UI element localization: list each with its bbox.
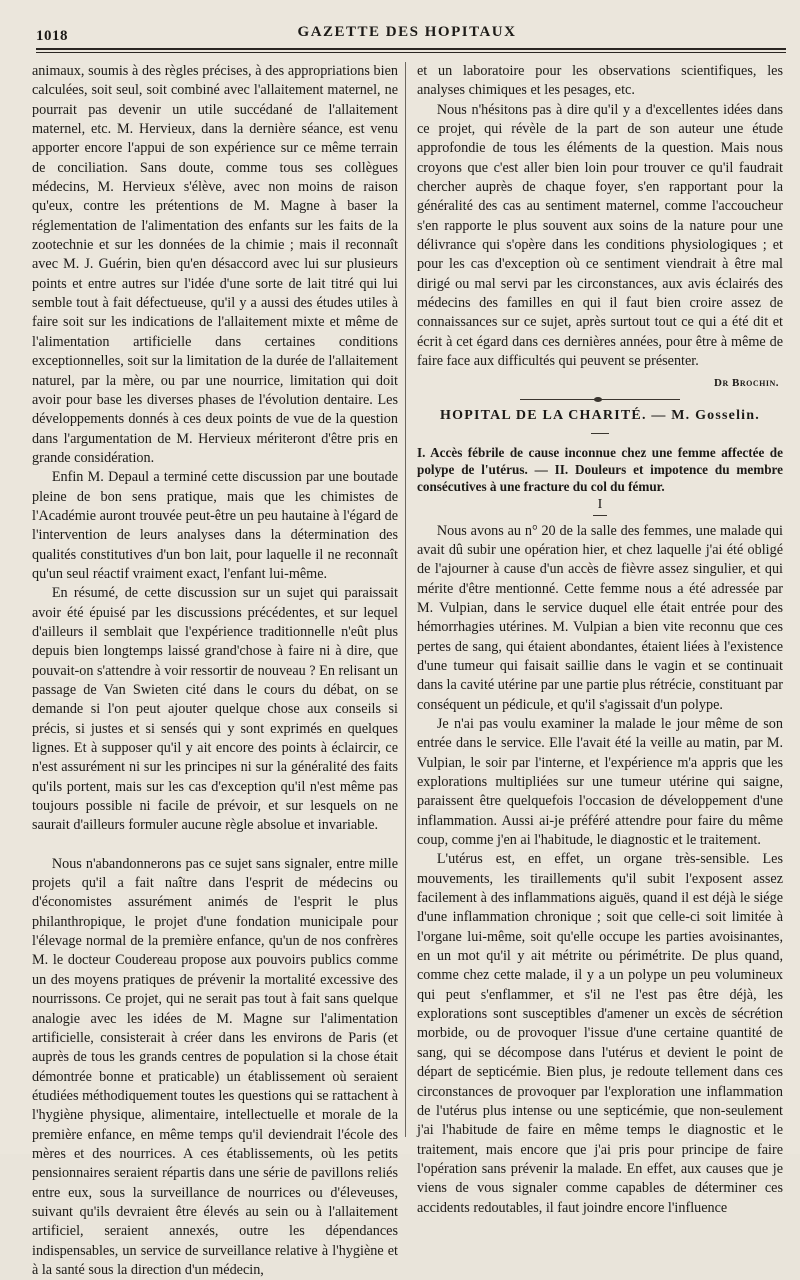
- right-column: [417, 62, 783, 1218]
- column-divider: [405, 62, 406, 1137]
- page-number: 1018: [36, 28, 68, 44]
- paragraph: Je n'ai pas voulu examiner la malade le jour même de son entrée dans le service. Elle l'avait été la veille au matin, par M. Vulpian, le soir par l'interne, et l'expérience m'a appris que les explorations multipliées sur une tumeur utérine qui saigne, paraissent être quelquefois l'occasion de développement d'une inflammation. Aussi ai-je préféré attendre pour faire du même coup, comme j'en ai l'habitude, le diagnostic et le traitement.: [417, 715, 783, 849]
- left-column: [32, 62, 398, 1280]
- paragraph: En résumé, de cette discussion sur un sujet qui paraissait avoir été épuisé par les discussions précédentes, et sur lequel d'ailleurs il semblait que l'expérience traditionnelle n'eût plus depuis bien longtemps laissé grand'chose à faire ni à dire, que pouvait-on s'attendre à voir ressortir de nouveau ? En relisant un passage de Van Swieten cité dans le cours du débat, on se demande si l'on peut ajouter quelque chose aux conseils si précis, si justes et si sensés qui y sont exprimés en quelques lignes. Et à supposer qu'il y ait encore des points à éclaircir, ce n'est assurément ni sur les principes ni sur la généralité des faits qu'ils portent, mais sur les cas d'exception qu'il n'est même pas toujours possible ni facile de prévoir, et sur lesquels on ne saurait d'ailleurs formuler aucune règle absolue et invariable.: [32, 585, 398, 834]
- section-separator: [520, 399, 680, 400]
- journal-title: GAZETTE DES HOPITAUX: [297, 24, 517, 40]
- title-rule: [591, 433, 609, 434]
- header-rule: [36, 48, 786, 53]
- page-header: [36, 22, 778, 46]
- section-title: HOPITAL DE LA CHARITÉ. — M. Gosselin.: [440, 407, 760, 423]
- paragraph: Enfin M. Depaul a terminé cette discussion par une boutade pleine de bon sens pratique, mais que les chimistes de l'Académie auront trouvée peut-être un peu hautaine à l'égard de l'intervention de leurs analyses dans la détermination des qualités constitutives d'un bon lait, pour laquelle il ne reconnaît qu'un seul réactif vraiment exact, l'enfant lui-même.: [32, 469, 398, 582]
- paragraph: Nous n'hésitons pas à dire qu'il y a d'excellentes idées dans ce projet, qui révèle de la part de son auteur une étude approfondie de tous les éléments de la question. Mais nous croyons que c'est aller bien loin pour trouver ce qu'il faudrait chercher auprès de chaque foyer, s'en rapportant pour la généralité des cas au sentiment maternel, comme l'accoucheur s'en rapporte le plus souvent aux soins de la nature pour une délivrance qui s'opère dans les conditions physiologiques ; et pour les cas d'exception où ce sentiment viendrait à être mal dirigé ou mal servi par les circonstances, aux avis éclairés des médecins des familles en qui il faut bien croire assez de connaissances sur ce sujet, après surtout tout ce qui a été dit et écrit à cet égard dans ces dernières années, pour être à même de faire face aux difficultés qui peuvent se présenter.: [417, 101, 783, 370]
- paragraph: Nous avons au n° 20 de la salle des femmes, une malade qui avait dû subir une opération hier, et chez laquelle j'ai été obligé de l'ajourner à cause d'un accès de fièvre assez singulier, et qui mérite d'être mentionné. Cette femme nous a été adressée par M. Vulpian, dans le service duquel elle était entrée pour des hémorrhagies utérines. M. Vulpian a bien vite reconnu que ces pertes de sang, qui étaient abondantes, étaient liées à l'existence d'une tumeur qui faisait saillie dans le vagin et se continuait dans la cavité utérine par une partie plus rétrécie, constituant par conséquent un pédicule, et qu'il s'agissait d'un polype.: [417, 522, 783, 713]
- case-title: I. Accès fébrile de cause inconnue chez une femme affectée de polype de l'utérus. — II. Douleurs et impotence du membre consécutives à une fracture du col du fémur.: [417, 445, 783, 495]
- paragraph: animaux, soumis à des règles précises, à des appropriations bien calculées, soit seul, soit combiné avec l'allaitement maternel, ne pourrait pas devenir un utile succédané de l'allaitement maternel, etc. M. Hervieux, dans la dernière séance, est venu apporter encore l'appui de son expérience sur ce même terrain de conciliation. Sans doute, comme tous ses collègues médecins, M. Hervieux s'élève, avec non moins de raison qu'eux, contre les prétentions de M. Magne à baser la réglementation de l'alimentation des enfants sur les faits de la zootechnie et sur les données de la chimie ; mais il reconnaît avec M. J. Guérin, bien qu'en désaccord avec lui sur plusieurs points et entre autres sur l'idée d'une sorte de lait titré qui lui semble tout à fait défectueuse, qu'il y a aussi des études utiles à faire soit sur les indications de l'allaitement mixte et même de l'alimentation artificielle dans certaines conditions exceptionnelles, soit sur la limitation de la durée de l'allaitement naturel, par la mère, ou par une nourrice, limitation qui doit avoir pour base les diverses phases de l'évolution dentaire. Les développements donnés à ces deux points de vue de la question dans l'argumentation de M. Hervieux mériteront d'être pris en grande considération.: [32, 63, 398, 466]
- author-signature: Dr Brochin.: [714, 376, 779, 389]
- paragraph: L'utérus est, en effet, un organe très-sensible. Les mouvements, les tiraillements qu'il subit l'exposent assez facilement à des inflammations aiguës, quand il est déjà le siége d'une inflammation chronique ; soit que celle-ci soit limitée à l'organe lui-même, soit qu'elle occupe les parties avoisinantes, en un mot qu'il y ait métrite ou périmétrite. De plus quand, comme chez cette malade, il y a un polype un peu volumineux qui peut s'enflammer, et s'il ne l'est pas être déjà, les explorations sont susceptibles d'amener un excès de sécrétion morbide, ou de provoquer l'issue d'une certaine quantité de sang, qui se décompose dans l'utérus et devient le point de départ de septicémie. Bien plus, je redoute tellement dans ces circonstances de provoquer par l'exploration une inflammation de l'utérus plus intense ou une septicémie, que non-seulement j'ai l'habitude de faire en même temps le diagnostic et le traitement, mais encore que j'ai pris pour principe de faire l'opération sans prévenir la malade. En effet, aux causes que je viens de vous signaler comme capables de déterminer ces accidents redoutables, il faut joindre encore l'influence: [417, 851, 783, 1216]
- part-rule: [593, 515, 607, 516]
- part-number: I: [597, 497, 603, 513]
- paragraph: et un laboratoire pour les observations scientifiques, les analyses chimiques et les pesages, etc.: [417, 63, 783, 99]
- paragraph: Nous n'abandonnerons pas ce sujet sans signaler, entre mille projets qu'il a fait naître dans l'esprit de médecins ou d'économistes assurément animés de l'esprit le plus philanthropique, le projet d'une fondation municipale pour l'élevage normal de la première enfance, qu'un de nos confrères M. le docteur Coudereau propose aux pouvoirs publics comme un des moyens pratiques de prévenir la mortalité excessive des nourrissons. Ce projet, qui ne serait pas tout à fait sans quelque analogie avec les idées de M. Magne sur l'alimentation artificielle, consisterait à créer dans les environs de Paris (et auprès de tous les grands centres de population si la chose était démontrée bonne et praticable) un établissement où seraient étudiées méthodiquement toutes les questions qui se rattachent à l'hygiène physique, alimentaire, intellectuelle et morale de la première enfance, en même temps qu'il deviendrait l'école des mères et des nourrices. A ces établissements, où les petits pensionnaires seraient répartis dans une série de pavillons reliés entre eux, sous la surveillance de nourrices ou d'éleveuses, suivant qu'ils devraient être élevés au sein ou à l'allaitement artificiel, seraient annexés, outre les dépendances indispensables, un service de surveillance relative à l'hygiène et à la santé sous la direction d'un médecin,: [32, 855, 398, 1278]
